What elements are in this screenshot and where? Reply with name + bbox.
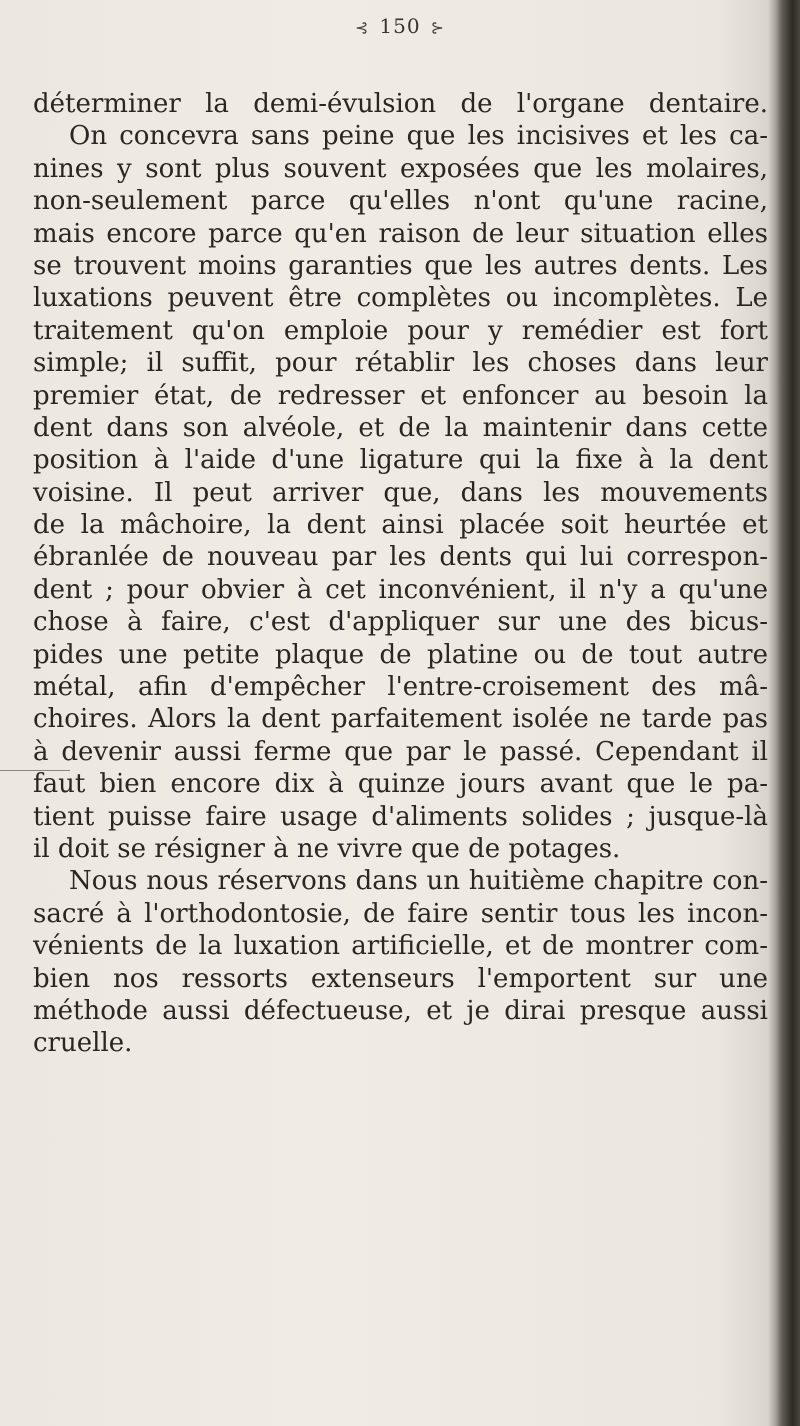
text-line: métal, afin d'empêcher l'entre-croisement des mâ-	[33, 672, 768, 703]
text-line: On concevra sans peine que les incisives et les ca-	[69, 121, 768, 152]
text-line: pides une petite plaque de platine ou de tout autre	[33, 639, 768, 670]
text-line: traitement qu'on emploie pour y remédier est fort	[33, 315, 768, 346]
text-line: déterminer la demi-évulsion de l'organe dentaire.	[33, 89, 768, 119]
text-line: luxations peuvent être complètes ou incomplètes. Le	[33, 283, 768, 314]
text-line: dent dans son alvéole, et de la maintenir dans cette	[33, 412, 768, 443]
text-line: tient puisse faire usage d'aliments solides ; jusque-là	[33, 801, 768, 832]
text-line: bien nos ressorts extenseurs l'emportent sur une	[33, 963, 768, 994]
ornament-right-icon: ⊱	[430, 18, 445, 37]
text-line: premier état, de redresser et enfoncer au besoin la	[33, 380, 768, 411]
text-line: faut bien encore dix à quinze jours avant que le pa-	[33, 769, 768, 800]
text-line: chose à faire, c'est d'appliquer sur une des bicus-	[33, 607, 768, 638]
body-text	[33, 88, 768, 1060]
text-line: sacré à l'orthodontosie, de faire sentir tous les incon-	[33, 898, 768, 929]
ornament-left-icon: ⊰	[355, 18, 370, 37]
page-binding-edge	[776, 0, 800, 1426]
text-line: à devenir aussi ferme que par le passé. Cependant il	[33, 736, 768, 767]
text-line: il doit se résigner à ne vivre que de potages.	[33, 833, 621, 864]
text-line: cruelle.	[33, 1028, 133, 1059]
text-line: choires. Alors la dent parfaitement isolée ne tarde pas	[33, 704, 768, 735]
text-line: de la mâchoire, la dent ainsi placée soit heurtée et	[33, 510, 768, 541]
text-line: dent ; pour obvier à cet inconvénient, il n'y a qu'une	[33, 574, 768, 605]
page-number: 150	[379, 14, 421, 38]
text-line: méthode aussi défectueuse, et je dirai presque aussi	[33, 995, 768, 1026]
text-line: ébranlée de nouveau par les dents qui lui correspon-	[33, 542, 768, 573]
text-line: non-seulement parce qu'elles n'ont qu'une racine,	[33, 186, 768, 217]
text-line: mais encore parce qu'en raison de leur situation elles	[33, 218, 768, 249]
text-line: position à l'aide d'une ligature qui la fixe à la dent	[33, 445, 768, 476]
page-header	[0, 14, 800, 38]
text-line: voisine. Il peut arriver que, dans les mouvements	[33, 477, 768, 508]
text-line: se trouvent moins garanties que les autres dents. Les	[33, 250, 768, 281]
text-line: Nous nous réservons dans un huitième chapitre con-	[69, 866, 768, 897]
text-line: simple; il suffit, pour rétablir les choses dans leur	[33, 348, 768, 379]
text-line: nines y sont plus souvent exposées que les molaires,	[33, 153, 768, 184]
text-line: vénients de la luxation artificielle, et de montrer com-	[33, 931, 768, 962]
